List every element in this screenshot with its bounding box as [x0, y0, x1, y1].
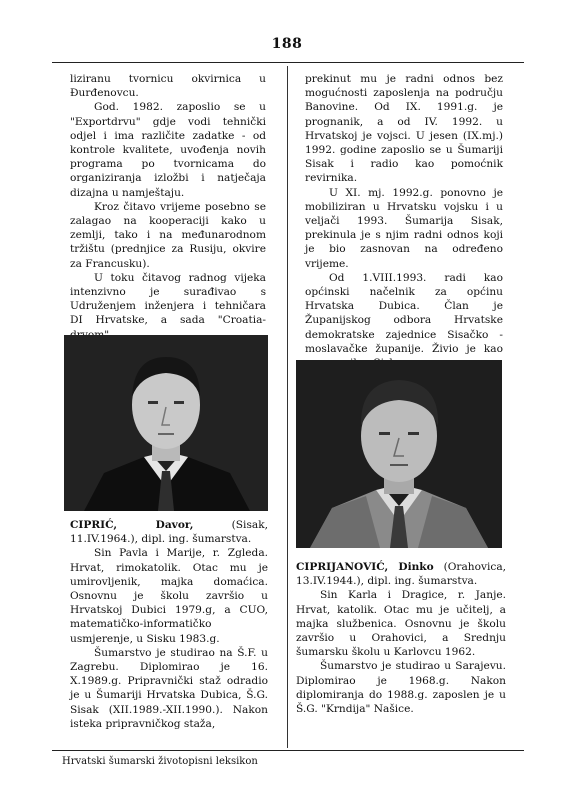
left-column-text [70, 72, 266, 342]
header-rule [52, 62, 524, 63]
footer-rule [52, 750, 524, 751]
biography-heading [70, 518, 268, 546]
portrait-photo-dinko [296, 360, 502, 548]
paragraph: Šumarstvo je studirao u Sarajevu. Diplomirao je 1968.g. Nakon diplomiranja do 1988.g. zaposlen je u Š.G. "Krndija" Našice. [296, 660, 506, 716]
biography-heading [296, 560, 506, 588]
paragraph: prekinut mu je radni odnos bez mogućnosti zaposlenja na području Banovine. Od IX. 1991.g. je prognanik, a od IV. 1992. u Hrvatskoj je vojsci. U jesen (IX.mj.) 1992. godine zaposlio se u Šumariji Sisak i radio kao pomoćnik revirnika. [305, 73, 503, 185]
paragraph: U XI. mj. 1992.g. ponovno je mobiliziran u Hrvatsku vojsku i u veljači 1993. Šumarija Sisak, prekinula je s njim radni odnos koji je bio zasnovan na određeno vrijeme. [305, 186, 503, 270]
paragraph: God. 1982. zaposlio se u "Exportdrvu" gdje vodi tehnički odjel i ima različite zadatke - od kontrole kvalitete, uvođenja novih programa po tvornicama do organiziranja izložbi i natječaja dizajna u namještaju. [70, 101, 266, 199]
paragraph: Sin Pavla i Marije, r. Zgleda. Hrvat, rimokatolik. Otac mu je umirovljenik, majka domaćica. Osnovnu je školu završio u Hrvatskoj Dubici 1979.g, a CUO, matematičko-informatičko usmjerenje, u Sisku 1983.g. [70, 547, 268, 645]
page-number: 188 [271, 36, 303, 52]
column-divider [287, 66, 288, 748]
person-name: CIPRIJANOVIĆ, Dinko [296, 561, 434, 573]
right-column-text [305, 72, 503, 370]
footer-text: Hrvatski šumarski životopisni leksikon [62, 756, 258, 767]
paragraph: U toku čitavog radnog vijeka intenzivno je surađivao s Udruženjem inženjera i tehničara DI Hrvatske, a sada "Croatia- [70, 271, 266, 327]
person-intro: (Sisak, 11.IV.1964.), dipl. ing. šumarstva. [70, 519, 268, 546]
paragraph: Šumarstvo je studirao na Š.F. u Zagrebu. Diplomirao je 16. X.1989.g. Pripravnički staž odradio je u Šumariji Hrvatska Dubica, Š.G. Sisak (XII.1989.-XII.1990.). Nakon isteka pripravničkog staža, [70, 646, 268, 730]
portrait-davor-image [64, 335, 268, 511]
portrait-photo-davor [64, 335, 268, 511]
person-intro: (Orahovica, 13.IV.1944.), dipl. ing. šumarstva. [296, 561, 506, 588]
biography-davor [70, 518, 268, 731]
person-name: CIPRIĆ, Davor, [70, 519, 194, 531]
portrait-dinko-image [296, 360, 502, 548]
paragraph: Kroz čitavo vrijeme posebno se zalagao na kooperaciji kako u zemlji, tako i na međunarodnom tržištu (prednjice za Rusiju, okvire za Francusku). [70, 200, 266, 270]
paragraph: Sin Karla i Dragice, r. Janje. Hrvat, katolik. Otac mu je učitelj, a majka službenica. Osnovnu je školu završio u Orahovici, a Srednju šumarsku školu u Karlovcu 1962. [296, 589, 506, 659]
biography-dinko [296, 560, 506, 716]
paragraph: liziranu tvornicu okvirnica u Đurđenovcu. [70, 73, 266, 100]
paragraph: Od 1.VIII.1993. radi kao općinski načelnik za općinu Hrvatska Dubica. Član je Županijskog odbora Hrvatske demokratske zajednice Sisačko - moslavačke županije. Živio je kao [305, 271, 503, 355]
